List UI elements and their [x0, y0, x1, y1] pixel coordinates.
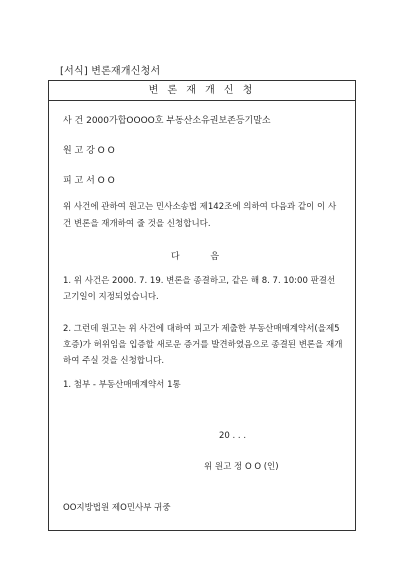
form-label: [서식] 변론재개신청서 — [60, 66, 161, 77]
plaintiff-line: 원 고 강 O O — [63, 146, 115, 156]
form-title: 변 론 재 개 신 청 — [49, 81, 355, 101]
attachment-line: 1. 첨부 - 부동산매매계약서 1통 — [63, 380, 181, 390]
defendant-line: 피 고 서 O O — [63, 176, 115, 186]
intro-paragraph: 위 사건에 관하여 원고는 민사소송법 제142조에 의하여 다음과 같이 이 사건 변론을 재개하여 줄 것을 신청합니다. — [63, 202, 337, 229]
court-addressee: OO지방법원 제O민사부 귀중 — [63, 503, 171, 513]
list-item-1: 1. 위 사건은 2000. 7. 19. 변론을 종결하고, 같은 해 8. 7. 10:00 판결선고기일이 지정되었습니다. — [63, 276, 336, 302]
list-item-2: 2. 그런데 원고는 위 사건에 대하여 피고가 제출한 부동산매매계약서(을제5호증)가 허위임을 입증할 새로운 증거를 발견하였음으로 종결된 변론을 재개하여 주실 것을 신청합니다. — [63, 324, 343, 366]
date-line: 20 . . . — [219, 431, 247, 441]
signature-line: 위 원고 정 O O (인) — [204, 462, 279, 472]
case-line: 사 건 2000가합OOOO호 부동산소유권보존등기말소 — [63, 116, 271, 126]
petition-form — [48, 80, 356, 531]
section-heading: 다 음 — [170, 252, 234, 262]
